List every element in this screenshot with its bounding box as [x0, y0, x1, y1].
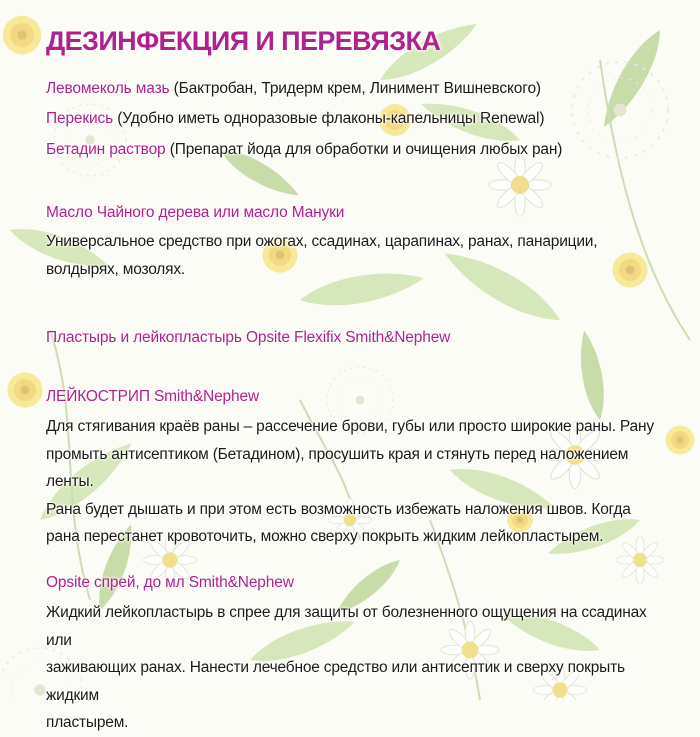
section-title-tea-tree-oil: Масло Чайного дерева или масло Мануки: [46, 204, 345, 221]
section-body-tea-tree-oil: [46, 228, 676, 283]
item-note: (Бактробан, Тридерм крем, Линимент Вишневского): [169, 80, 541, 97]
section-title-opsite-spray: Opsite спрей, до мл Smith&Nephew: [46, 574, 294, 591]
section-body-leukostrip: [46, 413, 676, 551]
body-line: пластырем.: [46, 714, 129, 731]
item-row: [46, 108, 544, 130]
item-note: (Препарат йода для обработки и очищения любых ран): [165, 141, 563, 158]
body-line: рана перестанет кровоточить, можно сверху покрыть жидким лейкопластырем.: [46, 528, 604, 545]
item-row: [46, 78, 541, 100]
body-line: Рана будет дышать и при этом есть возможность избежать наложения швов. Когда: [46, 500, 631, 518]
body-line: промыть антисептиком (Бетадином), просушить края и стянуть перед наложением ленты.: [46, 445, 629, 490]
item-name: Левомеколь мазь: [46, 80, 170, 97]
item-row: [46, 139, 562, 161]
item-name: Бетадин раствор: [46, 141, 166, 158]
section-title-plaster: Пластырь и лейкопластырь Opsite Flexifix Smith&Nephew: [46, 329, 451, 346]
item-name: Перекись: [46, 110, 114, 127]
section-body-opsite-spray: [46, 599, 676, 737]
body-line: Универсальное средство при ожогах, ссадинах, царапинах, ранах, панариции,: [46, 233, 598, 250]
page-title: ДЕЗИНФЕКЦИЯ И ПЕРЕВЯЗКА: [46, 26, 441, 56]
body-line: Для стягивания краёв раны – рассечение брови, губы или просто широкие раны. Рану: [46, 418, 654, 435]
body-line: заживающих ранах. Нанести лечебное средство или антисептик и сверху покрыть жидким: [46, 659, 625, 704]
item-note: (Удобно иметь одноразовые флаконы-капельницы Renewal): [113, 110, 545, 127]
body-line: Жидкий лейкопластырь в спрее для защиты от болезненного ощущения на ссадинах или: [46, 604, 647, 649]
section-title-leukostrip: ЛЕЙКОСТРИП Smith&Nephew: [46, 388, 260, 405]
body-line: волдырях, мозолях.: [46, 260, 185, 278]
